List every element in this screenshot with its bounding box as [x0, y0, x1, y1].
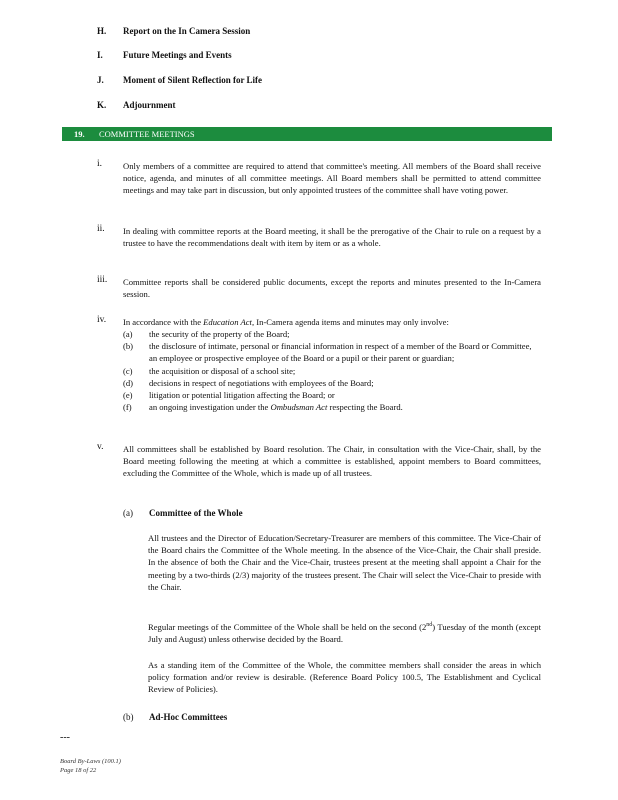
toc-letter: J. — [97, 75, 104, 85]
paragraph-text: Regular meetings of the Committee of the Whole shall be held on the second (2 — [148, 622, 427, 632]
sublist-text: the acquisition or disposal of a school site; — [149, 365, 296, 376]
footer-document-name: Board By-Laws (100.1) — [60, 758, 121, 765]
paragraph: In dealing with committee reports at the Board meeting, it shall be the prerogative of the Chair to rule on a request by a trustee to have the recommendations dealt with item by item or as a whole. — [123, 226, 541, 249]
ordinal-suffix: nd — [426, 622, 433, 629]
sublist-label: (a) — [123, 329, 133, 339]
item-text-iii — [123, 276, 541, 300]
paragraph-text: ) Tuesday of the month (except July and August) unless otherwise decided by the Board. — [148, 622, 541, 645]
toc-label: Adjournment — [123, 100, 176, 110]
sublist-label: (b) — [123, 341, 134, 352]
sublist-item — [123, 389, 541, 401]
item-text-v — [123, 443, 541, 480]
item-number-iv: iv. — [97, 315, 107, 325]
toc-label: Report on the In Camera Session — [123, 26, 251, 36]
subsection-title: Committee of the Whole — [149, 508, 243, 518]
sublist-label: (e) — [123, 390, 133, 401]
item-number-v: v. — [97, 442, 104, 452]
sublist-label: (f) — [123, 402, 132, 413]
paragraph: Committee reports shall be considered public documents, except the reports and minutes presented to the In-Camera session. — [123, 277, 541, 300]
toc-letter: I. — [97, 50, 103, 60]
subsection-heading-committee-of-the-whole — [123, 507, 243, 519]
footer-page-number: Page 18 of 22 — [60, 767, 97, 774]
paragraph: Only members of a committee are required to attend that committee's meeting. All members of the Board shall receive notice, agenda, and minutes of all committee meetings. All Board members shall be permitted to attend committee meetings and may take part in discussion, but only appointed trustees of the committee shall have voting power. — [123, 161, 541, 196]
cow-paragraph-1 — [148, 532, 541, 593]
cow-paragraph-3 — [148, 659, 541, 696]
toc-item-k — [97, 99, 176, 111]
sublist-item — [123, 377, 541, 389]
item-text-ii — [123, 225, 541, 249]
sublist-item — [123, 340, 541, 364]
act-name: Ombudsman Act — [270, 402, 328, 413]
act-name: Education Act — [203, 317, 252, 327]
intro-text: In accordance with the — [123, 317, 204, 327]
sublist-text: an ongoing investigation under the — [149, 402, 271, 413]
sublist-text: the security of the property of the Board; — [149, 329, 290, 339]
section-banner — [62, 127, 552, 141]
sublist-item — [123, 401, 541, 413]
toc-item-h — [97, 25, 250, 37]
subsection-title: Ad-Hoc Committees — [149, 712, 228, 722]
sublist-text: litigation or potential litigation affecting the Board; or — [149, 390, 335, 401]
sublist-item — [123, 328, 541, 340]
item-text-i — [123, 160, 541, 197]
paragraph: As a standing item of the Committee of the Whole, the committee members shall consider the areas in which policy formation and/or review is desirable. (Reference Board Policy 100.5, The Establishment and Cyclical Review of Policies). — [148, 660, 541, 695]
toc-label: Moment of Silent Reflection for Life — [123, 75, 263, 85]
section-number: 19. — [74, 129, 85, 139]
toc-letter: K. — [97, 100, 107, 110]
sublist-label: (c) — [123, 365, 133, 376]
paragraph — [123, 316, 541, 328]
subsection-label: (b) — [123, 712, 134, 722]
subsection-heading-ad-hoc — [123, 711, 227, 723]
item-number-i: i. — [97, 159, 103, 169]
paragraph: All committees shall be established by Board resolution. The Chair, in consultation with the Vice-Chair, shall, by the Board meeting following the meeting at which a committee is established, appoint members to Board committees, excluding the Committee of the Whole, which is made up of all trustees. — [123, 444, 541, 479]
toc-label: Future Meetings and Events — [123, 50, 232, 60]
sublist-text: decisions in respect of negotiations with employees of the Board; — [149, 377, 374, 388]
item-text-iv — [123, 316, 541, 328]
sublist-text: respecting the Board. — [327, 402, 403, 413]
item-number-ii: ii. — [97, 224, 105, 234]
sublist-label: (d) — [123, 377, 134, 388]
item-number-iii: iii. — [97, 275, 108, 285]
footer-rule: --- — [60, 732, 70, 743]
toc-item-j — [97, 74, 262, 86]
intro-text: , In-Camera agenda items and minutes may only involve: — [251, 317, 449, 327]
toc-letter: H. — [97, 26, 107, 36]
sublist-text: the disclosure of intimate, personal or financial information in respect of a member of the Board or Committee, an employee or prospective employee of the Board or a pupil or their parent or guardian; — [149, 341, 532, 364]
paragraph — [148, 621, 541, 645]
item-iv-sublist — [123, 328, 541, 413]
section-title: COMMITTEE MEETINGS — [99, 129, 195, 139]
cow-paragraph-2 — [148, 621, 541, 645]
sublist-item — [123, 365, 541, 377]
toc-item-i — [97, 49, 232, 61]
paragraph: All trustees and the Director of Education/Secretary-Treasurer are members of this committee. The Vice-Chair of the Board chairs the Committee of the Whole meeting. In the absence of the Vice-Chair, the Chair shall preside. In the absence of both the Chair and the Vice-Chair, trustees present at the meeting shall appoint a Chair for the meeting by a two-thirds (2/3) majority of the trustees present. The Chair will select the Vice-Chair to preside with the Chair. — [148, 533, 541, 592]
subsection-label: (a) — [123, 508, 133, 518]
